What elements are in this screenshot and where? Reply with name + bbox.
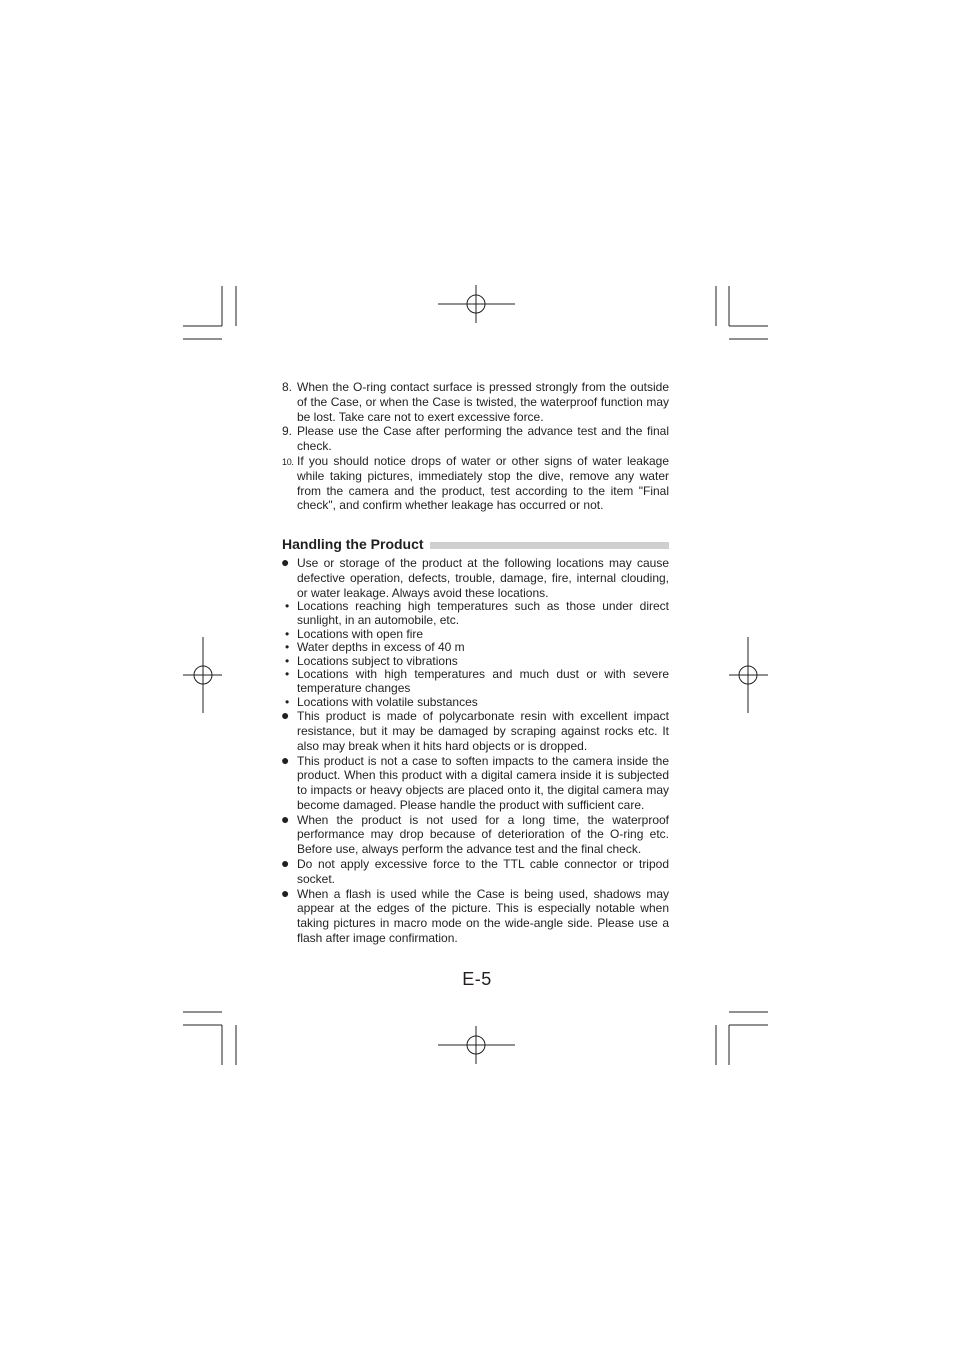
location-item bbox=[282, 600, 669, 627]
bullet-text: Do not apply excessive force to the TTL cable connector or tripod socket. bbox=[297, 857, 669, 886]
location-item bbox=[282, 641, 669, 655]
sub-bullet-marker: • bbox=[285, 626, 290, 641]
bullet-item-storage-warning bbox=[281, 553, 669, 600]
sub-bullet-marker: • bbox=[285, 640, 290, 655]
bullet-marker: ● bbox=[281, 751, 290, 768]
location-text: Locations with high temperatures and much dust or with severe temperature changes bbox=[297, 667, 669, 695]
bullet-item-impact-resistance bbox=[282, 709, 669, 753]
sub-bullet-marker: • bbox=[285, 694, 290, 709]
location-text: Water depths in excess of 40 m bbox=[297, 640, 465, 655]
location-text: Locations with open fire bbox=[297, 626, 424, 641]
sub-bullet-marker: • bbox=[285, 599, 290, 614]
item-number: 9. bbox=[282, 424, 293, 439]
location-text: Locations reaching high temperatures such as those under direct sunlight, in an automobile, etc. bbox=[297, 599, 669, 627]
numbered-item-10 bbox=[282, 454, 669, 513]
location-text: Locations with volatile substances bbox=[297, 694, 478, 709]
bullet-item-flash-shadows bbox=[281, 884, 669, 946]
location-item bbox=[282, 628, 669, 642]
bullet-text: Use or storage of the product at the following locations may cause defective operation, defects, trouble, damage, fire, internal clouding, or water leakage. Always avoid these locations. bbox=[297, 555, 669, 600]
location-text: Locations subject to vibrations bbox=[297, 653, 458, 668]
numbered-item-8 bbox=[282, 380, 669, 424]
sub-bullet-marker: • bbox=[285, 653, 290, 668]
bullet-marker: ● bbox=[281, 553, 290, 570]
location-item bbox=[282, 655, 669, 669]
item-text: Please use the Case after performing the advance test and the final check. bbox=[297, 424, 669, 454]
numbered-item-9 bbox=[282, 424, 669, 454]
page-number: E-5 bbox=[462, 969, 492, 989]
item-number: 8. bbox=[282, 380, 293, 394]
location-item bbox=[282, 668, 669, 695]
bullet-item-connector-force bbox=[282, 857, 669, 887]
bullet-text: This product is made of polycarbonate resin with excellent impact resistance, but it may be damaged by scraping against rocks etc. It also may break when it hits hard objects or is dropped. bbox=[297, 709, 669, 753]
section-heading bbox=[282, 537, 669, 552]
bullet-text: When a flash is used while the Case is being used, shadows may appear at the edges of the picture. This is especially notable when taking pictures in macro mode on the wide-angle side. Please use a flash after image confirmation. bbox=[297, 886, 669, 946]
bullet-marker: ● bbox=[281, 855, 290, 872]
location-item bbox=[282, 696, 669, 710]
bullet-text: This product is not a case to soften impacts to the camera inside the product. When this product with a digital camera inside it is subjected to impacts or heavy objects are placed onto it, the digital camera may become damaged. Please handle the product with sufficient care. bbox=[297, 753, 669, 812]
item-text: If you should notice drops of water or other signs of water leakage while taking pictures, immediately stop the dive, remove any water from the camera and the product, test according to the item "Final check", and confirm whether leakage has occurred or not. bbox=[297, 453, 669, 513]
page-content bbox=[282, 380, 669, 946]
bullet-text: When the product is not used for a long time, the waterproof performance may drop because of deterioration of the O-ring etc. Before use, always perform the advance test and the final check. bbox=[297, 812, 669, 857]
item-text: When the O-ring contact surface is pressed strongly from the outside of the Case, or when the Case is twisted, the waterproof function may be lost. Take care not to exert excessive force. bbox=[297, 380, 669, 424]
bullet-marker: ● bbox=[281, 884, 290, 901]
section-title: Handling the Product bbox=[282, 536, 424, 553]
heading-rule bbox=[430, 542, 669, 549]
bullet-marker: ● bbox=[281, 810, 290, 827]
bullet-marker: ● bbox=[281, 707, 290, 724]
bullet-item-long-storage bbox=[281, 810, 669, 857]
item-number: 10. bbox=[282, 456, 294, 467]
sub-bullet-marker: • bbox=[285, 667, 290, 682]
bullet-item-impact-protection bbox=[281, 751, 669, 813]
